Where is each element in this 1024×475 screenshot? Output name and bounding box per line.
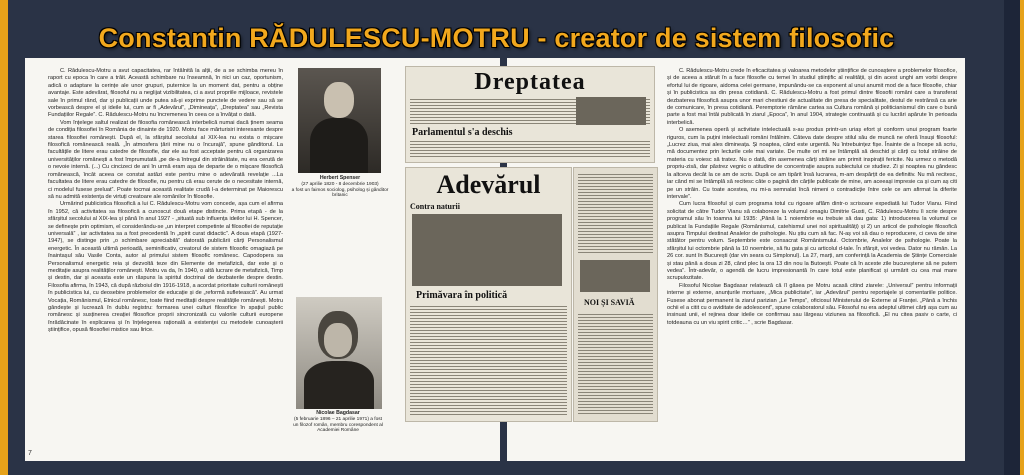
right-article-column <box>667 68 957 458</box>
paragraph: O asemenea operă și activitate intelectuală s-au produs printr-un uriaș efort și conform unui program foarte riguros, cum la puțini intelectuali români întâlnim. Câteva date despre stilul său de muncă ne oferă însuși filosoful: „Lucrez ziua, mai ales dimineața. Și noaptea, când este urgentă. Nu întrebuințez fișe. Înainte de a începe să scriu, mă documentez prin lecturile cele mai variate. De multe ori mi se întâmplă să deschid și cărți cu totul străine de materia cu voiesc să tratez. Nu o dată, din asemenea cărți străine am primit inspirații fericite. Nu urmez o metodă propriu-zisă, dar păstrez vegnic o atitudine de concentrație asupra subiectului ce studiez. Zi și noaptea nu gândesc la altceva decât la ce am de scris. După ce am tipărit însă lucrarea, m-am despărțit de ea definitiv. Nu mă recitesc, iar când mi se întâmplă să recitesc câte o pagină din cărțile publicate de mine, am aceeași impresie ca și cum aș citi pe un străin. Cu toate acestea, nu mi-a semnalat încă nimeni o contradicție între cele ce am afirmat la diferite intervale”. <box>667 127 957 200</box>
newspaper-masthead: Dreptatea <box>474 69 586 95</box>
bagdasar-caption <box>288 411 388 434</box>
caption-dates: (27 aprilie 1820 - 8 decembrie 1903) <box>301 181 379 187</box>
newspaper-headline: Primăvara în politică <box>416 290 508 301</box>
right-accent-edge <box>1020 0 1024 475</box>
caption-dates: (5 februarie 1896 – 21 aprilie 1971) a fost <box>294 416 382 422</box>
bagdasar-portrait <box>296 297 382 409</box>
paragraph: Urmărind publicistica filosofică a lui C. Rădulescu-Motru vom concede, așa cum el afirma în 1952, că activitatea sa filosofică a cunoscut două etape distincte. Prima etapă - de la sfârșitul secolului al XIX-lea și până în anul 1927 - „situată sub influența ideilor lui H. Spencer, se definește prin optimism, el considerându-se „un interpret competinte al filosofiei de reputație universală” , iar activitatea sa a fost precedentă în „spirit curat didactic”. A doua etapă (1927-1947), se distinge prin „o schimbare apreciabilă” datorată publicării cărți Personalismul energetic. În această ultimă perioadă, seminificativ, creatorul de sistem filosofic omagiază pe înaintașul său Vasile Conta, autor al primului sistem filosofic românesc. Capodopera sa Personalismul energetic reia și dezvoltă teze din Elemente de metafizică, dar este și o meditație asupra realităților românești. Motru va da, în 1940, o altă lucrare de metafizică, Timp și destin, dar și aceasta este un răspuns la spiritul doctrinal de dezbaterile despre destin. Filosofia afirma, în 1943, că după războiul din 1916-1918, a acordat prioritate culturii românești în publicistica lui, cu deosebire problemelor de educație și de „reformă sufletească”. Au urmat Vocația, Românismul, Etnicul românesc, toate fiind meditații despre realitățile românești. Motru gândește și lucrează în dublu registru: formarea unei culturi filosofice în spațiul public românesc și susținerea creației filosofice proprii sincronizată cu valorile culturii europene înrădăcinate în explicarea și în înțelegerea rațională a existenței cu metodele cunoașterii științifice, opusă filosofiei mistice sau lirice. <box>48 201 283 334</box>
caption-desc: un filozof român, membru corespondent al Academiei Române <box>293 422 383 434</box>
left-article-column <box>48 68 283 443</box>
spencer-caption <box>290 176 390 199</box>
paragraph: Filosoful Nicolae Bagdasar relatează că îl găsea pe Motru acasă citind ziarele: „Universul” pentru informații interne și externe, anunțurile mortuare, „Mica publicitate”, iar „Adevărul” pentru reportajele și comentariile politice. Fusese abonat permanent la ziarul parizian „Le Temps”, oficiosul Ministerului de Externe al Franței. „Până a închis ochii el a citit cu o aviditate de adolescent”, spune colaboratorul său. Filosoful nu era adeptul ultimei cărți așa cum au insinuat unii, el rejinea doar ideile ce confirmau sau lărgeau viziunea sa filosofică. „El nu citea pasiv o carte, ci totdeauna cu un viu spirit critic…” , scrie Bagdasar. <box>667 282 957 326</box>
paragraph: Vom înțelege saltul realizat de filosofia românească interbelică numai dacă ținem seama de condiția filosofiei în România de dinainte de 1920. Motru face mărturisiri interesante despre starea filosofiei românești. După el, la sfârșitul secolului al XIX-lea nu exista o mișcare filosofică românească reală. „În atmosfera țării mine nu o încurajă”, spune gânditorul. La facultățile de litere erau catedre de filosofie, dar ele au fost acceptate pentru că organizarea universităților românești a fost împrumutată „pe de-a întregul din străinătate, nu era cerută de o nevoie internă. (...) Cu cincizeci de ani în urmă eram așa de departe de o mișcare filosofică românească, încât aceea ce constat astăzi este pentru mine o adevărată revelație ...La facultatea de litere erau catedre de filosofie, nu pentru că erau cerute de o necesitate internă, ci modelul fusese preluat”. Poate tocmai această realitate crudă l-a determinat pe Maiorescu să nu admită existența de virtuți creatoare ale românilor în filosofie. <box>48 119 283 200</box>
spencer-portrait <box>298 68 381 173</box>
left-accent-band <box>0 0 8 475</box>
caption-desc: a fost un faimos sociolog, psiholog și gânditor britanic <box>291 187 389 199</box>
newspaper-third <box>573 167 658 422</box>
newspaper-headline: NOI ȘI SAVIĂ <box>584 298 635 307</box>
caption-name: Herbert Spenser <box>319 175 361 181</box>
newspaper-section: Contra naturii <box>410 202 460 211</box>
paragraph: C. Rădulescu-Motru crede în eficacitatea și valoarea metodelor științifice de cunoaștere a problemelor filosofice, și de aceea a stăruit în a face filosofie cu temei în studiul științific al realității, și din acest unghi am vorbi despre efortul lui de rigoare, aidoma celei germane, impunându-se ca exponent al unui anumit mod de a face filosofie, chiar și în publicistica sa din presa cotidiană. C. Rădulescu-Motru a fost primul dintre filosofii români care a transferat dezbaterea filosofică asupra unor mari chestiuni de actualitate din presa de specialitate, destul de restrânsă ca arie de comunicare, în presa cotidiană. Peremptorie rămâne cartea sa Cultura română și politicianismul din care o bună parte a fost mai întâi publicată în ziarul „Epoca”, în anul 1904, strategie continuată și cu lucrări apărute în perioada interbelică. <box>667 68 957 126</box>
newspaper-adevarul <box>405 167 572 422</box>
paragraph: Cum lucra filosoful și cum programa totul cu rigoare aflăm dintr-o scrisoare expediată lui Tudor Vianu. Fiind solicitat de către Tudor Vianu să colaboreze la volumul omagiu Dimitrie Gusti, C. Rădulescu-Motru îi scrie despre programul său în toamna lui 1935: „Până la 1 noiembrie eu trebuie să dau gata: 1) introducerea la volumul ce publicat la Fundațiile Regale (Românismul, catehismul unei noi spiritualități) și 2) un articol de psihologie filosofică asupra Timpului destinat Analelor de psihologie. Nu știu cum să fac. N-aș voi să dau o reproducere, ci ceva de sine stătător pentru volum. Septembrie este consacrat Românismului. Octombrie, Analelor de psihologie. Poate la sfârșitul lui octombrie până la 10 noembrie, să fiu gata și cu articolul d-tale. În sfârșit, voi vedea. Dator nu rămân. La 26 cor. sunt în București (dar vin searа cu Simplonul). La 27, marți, am conferință la Academia de Științe Comerciale și stau până a doua zi 28, când plec la ora 13 din nou la Butoești. Poate că în aceste zile bucureștene să ne putem vedea”. Într-adevăr, o agendă de lucru impresionantă în care totul este planificat și urmărit cu cea mai mare scrupulozitate. <box>667 201 957 282</box>
caption-name: Nicolae Bagdasar <box>316 410 360 416</box>
newspaper-masthead: Adevărul <box>436 170 541 199</box>
page-number: 7 <box>28 450 32 457</box>
newspaper-headline: Parlamentul s'a deschis <box>412 127 513 138</box>
newspaper-dreptatea <box>405 66 655 163</box>
paragraph: C. Rădulescu-Motru a avut capacitatea, rar întâlnită la alții, de a se schimba mereu în raport cu epoca în care a trăit. Această schimbare nu înseamnă, în nici un caz, oportunism, adică o adaptare la cerințe ale unor grupuri, puternice la un moment dat, pentru a obține avantaje. Este adevărat, filosoful nu a neglijat vizibilitatea, ci a avut propriile mijloace, revistele sale în primul rând, dar și publicații unde putea să-și exprime punctele de vedere sau să se vorbească despre el și ideile lui, cum ar fi „Adevărul”, „Dimineața”, „Dreptatea” sau „Revista Fundațiilor Regale”. C. Rădulescu-Motru nu încremenea în ceea ce a învățat o dată. <box>48 68 283 119</box>
page-title: Constantin RĂDULESCU-MOTRU - creator de sistem filosofic <box>98 22 895 53</box>
